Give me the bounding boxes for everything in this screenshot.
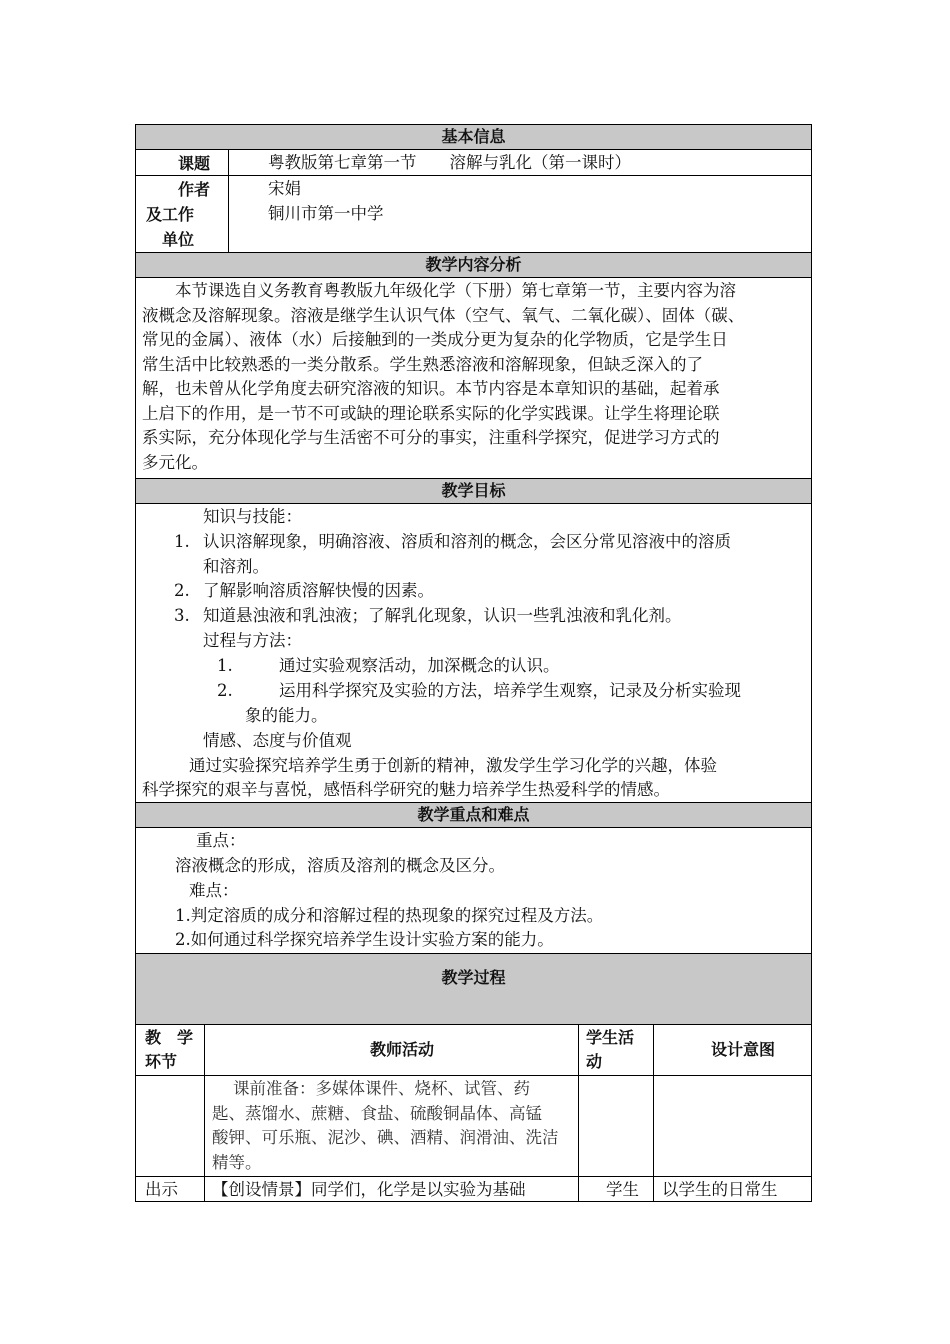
process-header: 教学过程 [441, 968, 506, 987]
key-text: 溶液概念的形成，溶质及溶剂的概念及区分。 [175, 856, 505, 875]
col-stage-line-2: 环节 [145, 1052, 178, 1071]
prep-line: 课前准备：多媒体课件、烧杯、试管、药 [233, 1079, 530, 1098]
analysis-line: 系实际，充分体现化学与生活密不可分的事实，注重科学探究，促进学习方式的 [142, 428, 720, 447]
basic-info-header: 基本信息 [441, 127, 506, 146]
difficulty-item-1: 1.判定溶质的成分和溶解过程的热现象的探究过程及方法。 [175, 906, 604, 925]
knowledge-item-2-num: 2. [174, 581, 190, 600]
keypoints-header: 教学重点和难点 [417, 805, 530, 824]
process-item-1-text: 通过实验观察活动，加深概念的认识。 [279, 656, 560, 675]
difficulty-item-2: 2.如何通过科学探究培养学生设计实验方案的能力。 [175, 930, 554, 949]
process-item-2-text: 运用科学探究及实验的方法，培养学生观察，记录及分析实验现 [279, 681, 741, 700]
process-item-2-num: 2. [217, 681, 233, 700]
row2-design: 以学生的日常生 [662, 1180, 778, 1199]
author-unit: 铜川市第一中学 [268, 204, 384, 223]
col-student-line-1: 学生活 [586, 1028, 635, 1047]
author-name: 宋娟 [268, 179, 301, 198]
process-item-1-num: 1. [217, 656, 233, 675]
analysis-line: 多元化。 [142, 452, 208, 472]
author-label-line-2: 及工作 [146, 205, 195, 224]
col-teacher: 教师活动 [370, 1040, 435, 1059]
topic-label: 课题 [178, 154, 211, 173]
col-stage-line-1: 教 学 [145, 1028, 194, 1047]
row2-teacher: 【创设情景】同学们，化学是以实验为基础 [212, 1180, 526, 1199]
knowledge-item-1-text: 认识溶解现象，明确溶液、溶质和溶剂的概念，会区分常见溶液中的溶质 [203, 532, 731, 551]
process-item-2-text-cont: 象的能力。 [245, 706, 328, 725]
knowledge-item-3-text: 知道悬浊液和乳浊液；了解乳化现象，认识一些乳浊液和乳化剂。 [203, 606, 682, 625]
prep-paragraph [212, 1077, 559, 1175]
knowledge-item-2-text: 了解影响溶质溶解快慢的因素。 [203, 581, 434, 600]
col-design: 设计意图 [711, 1040, 776, 1059]
author-label-line-1: 作者 [178, 180, 211, 199]
knowledge-item-1-num: 1. [174, 532, 190, 551]
topic-value: 粤教版第七章第一节 溶解与乳化（第一课时） [268, 153, 631, 172]
analysis-line: 解，也未曾从化学角度去研究溶液的知识。本节内容是本章知识的基础，起着承 [142, 379, 720, 398]
analysis-line: 常见的金属）、液体（水）后接触到的一类成分更为复杂的化学物质，它是学生日 [142, 330, 728, 349]
difficulty-title: 难点： [189, 881, 239, 900]
row2-student: 学生 [606, 1180, 639, 1199]
header-band-process [136, 954, 811, 1024]
author-label-line-3: 单位 [162, 230, 195, 249]
knowledge-item-1-text-cont: 和溶剂。 [203, 557, 269, 576]
analysis-line: 上启下的作用，是一节不可或缺的理论联系实际的化学实践课。让学生将理论联 [142, 403, 720, 423]
emotion-line-1: 通过实验探究培养学生勇于创新的精神，激发学生学习化学的兴趣，体验 [189, 756, 717, 775]
analysis-line: 液概念及溶解现象。溶液是继学生认识气体（空气、氧气、二氧化碳）、固体（碳、 [142, 305, 745, 325]
prep-line: 酸钾、可乐瓶、泥沙、碘、酒精、润滑油、洗洁 [212, 1128, 559, 1147]
process-method-title: 过程与方法： [203, 631, 302, 650]
analysis-line: 常生活中比较熟悉的一类分散系。学生熟悉溶液和溶解现象，但缺乏深入的了 [142, 354, 703, 374]
analysis-line: 本节课选自义务教育粤教版九年级化学（下册）第七章第一节，主要内容为溶 [175, 281, 736, 300]
col-student-line-2: 动 [586, 1052, 603, 1071]
objectives-header: 教学目标 [441, 481, 506, 500]
emotion-line-2: 科学探究的艰辛与喜悦，感悟科学研究的魅力培养学生热爱科学的情感。 [142, 780, 670, 799]
prep-line: 精等。 [212, 1152, 262, 1172]
content-analysis-paragraph [142, 279, 744, 475]
prep-line: 匙、蒸馏水、蔗糖、食盐、硫酸铜晶体、高锰 [212, 1103, 542, 1123]
knowledge-title: 知识与技能： [203, 507, 302, 526]
row2-stage: 出示 [145, 1180, 178, 1199]
emotion-title: 情感、态度与价值观 [203, 731, 352, 750]
key-title: 重点： [196, 831, 246, 850]
content-analysis-header: 教学内容分析 [425, 255, 522, 274]
knowledge-item-3-num: 3. [174, 606, 190, 625]
